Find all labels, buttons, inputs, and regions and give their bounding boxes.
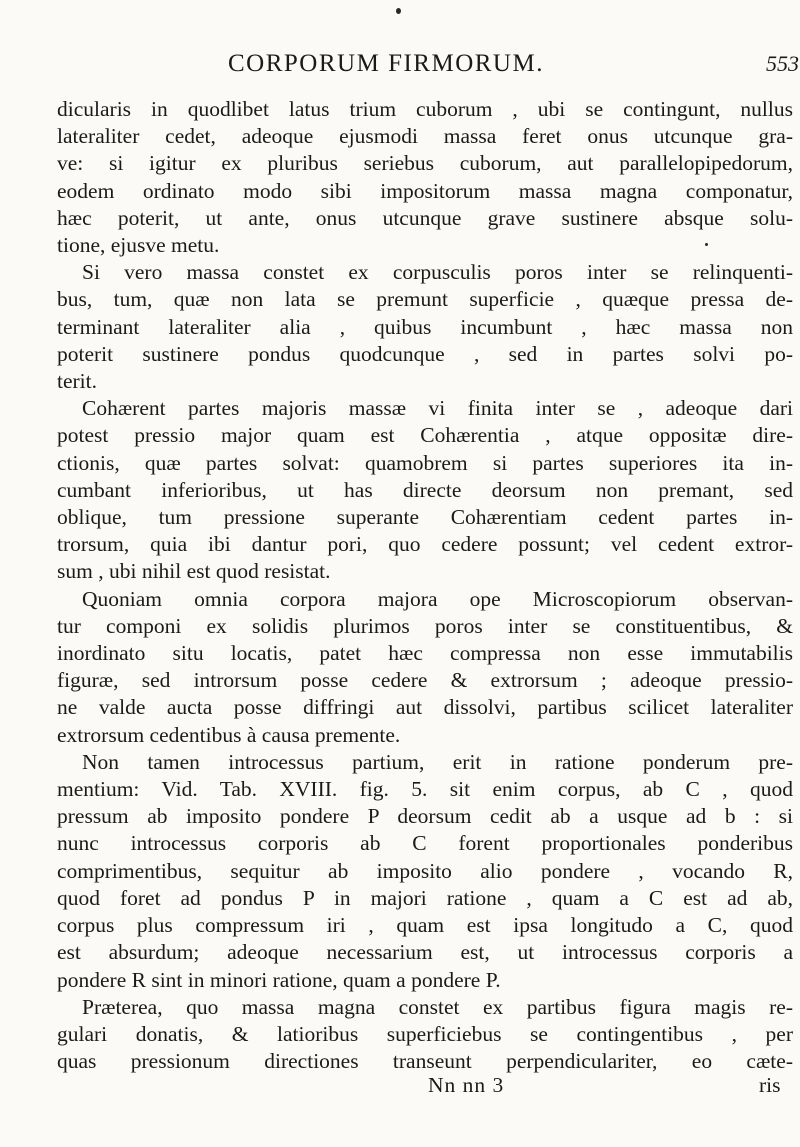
text-line: cumbant inferioribus, ut has directe deorsum non premant, sed (57, 477, 793, 502)
text-line: pondere R sint in minori ratione, quam a pondere P. (57, 967, 501, 992)
text-line: comprimentibus, sequitur ab imposito alio pondere , vocando R, (57, 858, 793, 883)
text-line: Præterea, quo massa magna constet ex partibus figura magis re- (82, 994, 793, 1019)
text-line: tur componi ex solidis plurimos poros inter se constituentibus, & (57, 613, 793, 638)
text-line: Quoniam omnia corpora majora ope Microscopiorum observan- (82, 586, 793, 611)
text-line: figuræ, sed introrsum posse cedere & extrorsum ; adeoque pressio- (57, 668, 793, 693)
text-line: hæc poterit, ut ante, onus utcunque grave sustinere absque solu- (57, 205, 793, 230)
text-line: sum , ubi nihil est quod resistat. (57, 559, 331, 584)
text-line: pressum ab imposito pondere P deorsum cedit ab a usque ad b : si (57, 804, 793, 829)
text-line: Non tamen introcessus partium, erit in ratione ponderum pre- (82, 749, 793, 774)
signature-mark: Nn nn 3 (428, 1073, 505, 1097)
text-line: quod foret ad pondus P in majori ratione , quam a C est ad ab, (57, 885, 793, 910)
text-line: inordinato situ locatis, patet hæc compressa non esse immutabilis (57, 641, 793, 666)
body-text (57, 96, 793, 1075)
text-line: poterit sustinere pondus quodcunque , sed in partes solvi po- (57, 341, 793, 366)
text-line: extrorsum cedentibus à causa premente. (57, 722, 401, 747)
catchline (0, 1073, 800, 1103)
catchword: ris (759, 1073, 781, 1097)
text-line: bus, tum, quæ non lata se premunt superficie , quæque pressa de- (57, 287, 793, 312)
running-head (0, 50, 800, 90)
text-line: tione, ejusve metu. (57, 233, 220, 258)
text-line: terminant lateraliter alia , quibus incumbunt , hæc massa non (57, 314, 793, 339)
text-line: nunc introcessus corporis ab C forent proportionales ponderibus (57, 831, 793, 856)
text-line: quas pressionum directiones transeunt perpendiculariter, eo cæte- (57, 1049, 793, 1074)
text-line: ctionis, quæ partes solvat: quamobrem si partes superiores ita in- (57, 450, 793, 475)
text-line: corpus plus compressum iri , quam est ipsa longitudo a C, quod (57, 913, 793, 938)
text-line: ne valde aucta posse diffringi aut dissolvi, partibus scilicet lateraliter (57, 695, 793, 720)
ink-speck (705, 243, 708, 246)
text-line: oblique, tum pressione superante Cohærentiam cedent partes in- (57, 505, 793, 530)
text-line: gulari donatis, & latioribus superficiebus se contingentibus , per (57, 1021, 793, 1046)
text-line: dicularis in quodlibet latus trium cuborum , ubi se contingunt, nullus (57, 97, 793, 121)
text-line: potest pressio major quam est Cohærentia , atque oppositæ dire- (57, 423, 793, 448)
text-line: mentium: Vid. Tab. XVIII. fig. 5. sit enim corpus, ab C , quod (57, 777, 793, 802)
text-line: eodem ordinato modo sibi impositorum massa magna componatur, (57, 178, 793, 203)
text-line: Cohærent partes majoris massæ vi finita inter se , adeoque dari (82, 396, 793, 421)
text-line: est absurdum; adeoque necessarium est, ut introcessus corporis a (57, 940, 793, 965)
text-line: trorsum, quia ibi dantur pori, quo cedere possunt; vel cedent extror- (57, 532, 793, 557)
page-number: 553 (766, 51, 799, 76)
text-line: lateraliter cedet, adeoque ejusmodi massa feret onus utcunque gra- (57, 124, 793, 149)
text-line: ve: si igitur ex pluribus seriebus cuborum, aut parallelopipedorum, (57, 151, 793, 176)
text-line: terit. (57, 369, 97, 394)
running-title: CORPORUM FIRMORUM. (228, 50, 544, 77)
ink-speck (396, 8, 401, 14)
text-line: Si vero massa constet ex corpusculis poros inter se relinquenti- (82, 260, 793, 285)
